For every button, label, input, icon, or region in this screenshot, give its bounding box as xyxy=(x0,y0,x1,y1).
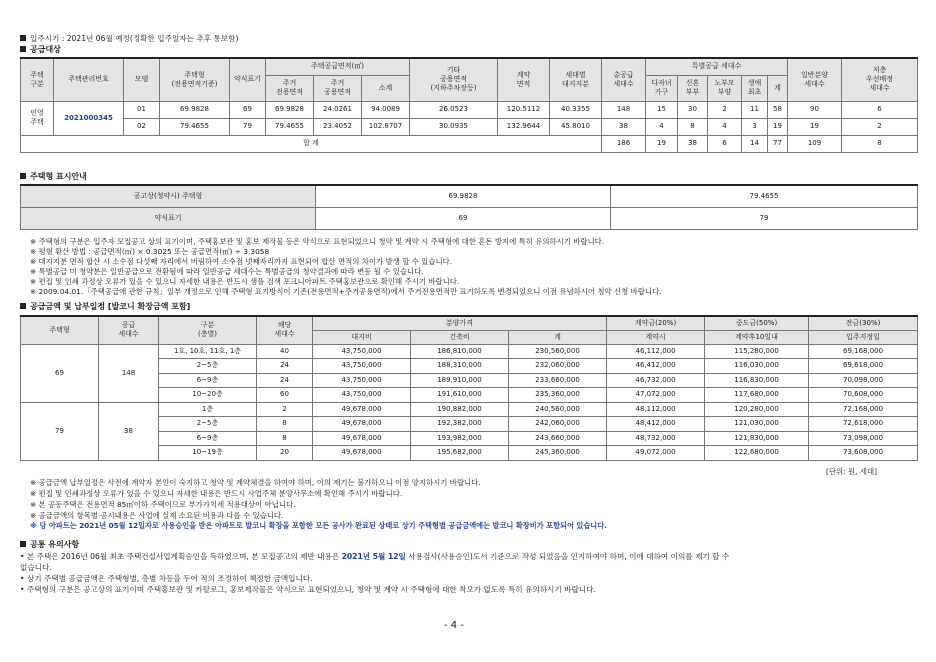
cell: 6~9층 xyxy=(159,373,257,388)
cell: 49,678,000 xyxy=(313,431,411,446)
cell: 6~9층 xyxy=(159,431,257,446)
cell: 69 xyxy=(230,101,266,118)
cell: 47,072,000 xyxy=(607,388,705,403)
th-deposit: 계약금(20%) xyxy=(607,316,705,330)
cell: 11 xyxy=(742,101,768,118)
cell: 30 xyxy=(678,101,708,118)
cell: 190,882,000 xyxy=(411,402,509,417)
th-land: 대지비 xyxy=(313,330,411,344)
cell: 38 xyxy=(602,118,646,135)
cell: 48,732,000 xyxy=(607,431,705,446)
th-floor: 구분 (층별) xyxy=(159,316,257,344)
cell: 69.9828 xyxy=(160,101,230,118)
th-general-units: 일반분양 세대수 xyxy=(788,58,842,101)
cell: 132.9644 xyxy=(498,118,550,135)
cell: 90 xyxy=(788,101,842,118)
note-line: ※ 주택형의 구분은 입주자 모집공고 상의 표기이며, 주택홍보관 및 홍보 제작물 등은 약식으로 표현되었으니 청약 및 계약 시 주택형에 대한 혼돈 방지에 특히 유의하시기 바랍니다. xyxy=(30,237,605,246)
cell: 20 xyxy=(257,446,313,461)
cell: 43,750,000 xyxy=(313,388,411,403)
cell: 1호, 10호, 11호, 1층 xyxy=(159,344,257,359)
cell: 40 xyxy=(257,344,313,359)
cell: 43,750,000 xyxy=(313,359,411,374)
bullet-square-icon xyxy=(20,173,26,179)
cell: 70,608,000 xyxy=(809,388,918,403)
cell: 6 xyxy=(842,101,918,118)
th-low-floor: 저층 우선배정 세대수 xyxy=(842,58,918,101)
note-line: ※ 2009.04.01.「주택공급에 관한 규칙」일부 개정으로 인해 주택형 표기방식이 기존(전용면적+주거공용면적)에서 주거전용면적만 표기하도록 변경되었으니 이점 유념하시어 청약 신청 바랍니다. xyxy=(30,287,662,296)
cell: 191,610,000 xyxy=(411,388,509,403)
note-line: ※ 공급금액 납부일정은 사전에 계약자 본인이 숙지하고 청약 및 계약체결을 하여야 하며, 이의 제기는 불가하오니 이점 양지하시기 바랍니다. xyxy=(30,478,481,487)
cell: 6 xyxy=(708,135,742,152)
th-balance: 잔금(30%) xyxy=(809,316,918,330)
cell: 23.4052 xyxy=(314,118,362,135)
cell: 58 xyxy=(768,101,788,118)
cell: 43,750,000 xyxy=(313,373,411,388)
display-row1-v1: 69.9828 xyxy=(316,185,611,207)
th-newlywed: 신혼 부부 xyxy=(678,75,708,101)
display-table xyxy=(20,184,918,230)
cell: 240,560,000 xyxy=(509,402,607,417)
note-line: ※ 편집 및 인쇄 과정상 오류가 있을 수 있으니 자세한 내용은 반드시 샘플 검색 포크니아파트 주택홍보관으로 확인해 주시기 바랍니다. xyxy=(30,277,460,286)
bullet-square-icon xyxy=(20,303,26,309)
cell: 4 xyxy=(646,118,678,135)
cell: 233,660,000 xyxy=(509,373,607,388)
display-row2-v2: 79 xyxy=(611,207,918,229)
cell: 43,750,000 xyxy=(313,344,411,359)
cell: 69,618,000 xyxy=(809,359,918,374)
display-section-title: 주택형 표시안내 xyxy=(20,172,87,182)
cell: 77 xyxy=(768,135,788,152)
cell: 69.9828 xyxy=(266,101,314,118)
note-line: ※ 평형 환산 방법 : 공급면적(㎡) × 0.3025 또는 공급면적(㎡) ÷ 3.3058 xyxy=(30,247,270,256)
cell: 72,168,000 xyxy=(809,402,918,417)
cell: 73,608,000 xyxy=(809,446,918,461)
cell: 46,412,000 xyxy=(607,359,705,374)
th-house-type: 주택형 (전용면적기준) xyxy=(160,58,230,101)
cell: 188,310,000 xyxy=(411,359,509,374)
cell: 48,412,000 xyxy=(607,417,705,432)
cell: 14 xyxy=(742,135,768,152)
cell: 1층 xyxy=(159,402,257,417)
caution-line-1-cont: 없습니다. xyxy=(20,563,52,572)
cell: 115,280,000 xyxy=(705,344,809,359)
caution-line-2: • 상기 주택별 공급금액은 주택형별, 층별 차등을 두어 적의 조정하여 책정한 금액입니다. xyxy=(20,574,313,583)
supply-target-title: 공급대상 xyxy=(20,45,61,55)
display-row1-v2: 79.4655 xyxy=(611,185,918,207)
cell: 189,910,000 xyxy=(411,373,509,388)
cell: 186 xyxy=(602,135,646,152)
units-cell: 38 xyxy=(99,402,159,460)
cell: 232,060,000 xyxy=(509,359,607,374)
th-common-area: 주거 공용면적 xyxy=(314,75,362,101)
cell: 2 xyxy=(708,101,742,118)
cell: 10~19층 xyxy=(159,446,257,461)
cell: 109 xyxy=(788,135,842,152)
table-row xyxy=(21,101,918,118)
th-house-kind: 주택 구분 xyxy=(21,58,54,101)
cell: 19 xyxy=(646,135,678,152)
th-special-supply: 특별공급 세대수 xyxy=(646,58,788,75)
price-table xyxy=(20,315,918,461)
table-row xyxy=(21,118,918,135)
total-label: 합 계 xyxy=(21,135,602,152)
th-subtotal: 소계 xyxy=(362,75,410,101)
th-total-units: 총공급 세대수 xyxy=(602,58,646,101)
note-line: ※ 대지지분 면적 합산 시 소수점 다섯째 자리에서 버림하여 소수점 넷째자리까지 표현되어 합산 면적의 차이가 발생 할 수 있습니다. xyxy=(30,257,453,266)
cell: 24.0261 xyxy=(314,101,362,118)
cell: 8 xyxy=(257,431,313,446)
cell: 116,830,000 xyxy=(705,373,809,388)
th-first-time: 생애 최초 xyxy=(742,75,768,101)
cell: 192,382,000 xyxy=(411,417,509,432)
cell: 19 xyxy=(768,118,788,135)
cell: 2~5층 xyxy=(159,359,257,374)
table-row xyxy=(21,344,918,359)
cell: 235,360,000 xyxy=(509,388,607,403)
display-row2-v1: 69 xyxy=(316,207,611,229)
th-supply-area: 주택공급면적(㎡) xyxy=(266,58,410,75)
cell: 48,112,000 xyxy=(607,402,705,417)
th-elder: 노부모 부양 xyxy=(708,75,742,101)
cell: 79.4655 xyxy=(266,118,314,135)
th-type: 주택형 xyxy=(21,316,99,344)
cell: 193,982,000 xyxy=(411,431,509,446)
note-line: ※ 공급금액의 항목별 공시내용은 사업에 실제 소요된 비용과 다를 수 있습니다. xyxy=(30,511,284,520)
cell: 19 xyxy=(788,118,842,135)
cell: 195,682,000 xyxy=(411,446,509,461)
cell: 8 xyxy=(257,417,313,432)
cell: 45.8010 xyxy=(550,118,602,135)
units-cell: 148 xyxy=(99,344,159,402)
cell: 79 xyxy=(230,118,266,135)
cell: 40.3355 xyxy=(550,101,602,118)
cell: 8 xyxy=(842,135,918,152)
th-short: 약식표기 xyxy=(230,58,266,101)
th-model: 모델 xyxy=(124,58,160,101)
th-other-common: 기타 공용면적 (지하주차장등) xyxy=(410,58,498,101)
mgmt-no-cell: 2021000345 xyxy=(54,101,124,135)
cell: 49,678,000 xyxy=(313,417,411,432)
th-special-sum: 계 xyxy=(768,75,788,101)
cell: 116,030,000 xyxy=(705,359,809,374)
cell: 2~5층 xyxy=(159,417,257,432)
display-row2-label: 약식표기 xyxy=(21,207,316,229)
bullet-square-icon xyxy=(20,35,26,41)
cell: 38 xyxy=(678,135,708,152)
cell: 01 xyxy=(124,101,160,118)
cell: 46,112,000 xyxy=(607,344,705,359)
caution-title: 공통 유의사항 xyxy=(20,540,79,550)
cell: 8 xyxy=(678,118,708,135)
cell: 117,680,000 xyxy=(705,388,809,403)
cell: 02 xyxy=(124,118,160,135)
cell: 121,030,000 xyxy=(705,417,809,432)
cell: 60 xyxy=(257,388,313,403)
cell: 4 xyxy=(708,118,742,135)
th-middle: 중도금(50%) xyxy=(705,316,809,330)
supply-table xyxy=(20,57,918,153)
cell: 49,072,000 xyxy=(607,446,705,461)
cell: 245,360,000 xyxy=(509,446,607,461)
cell: 30.0935 xyxy=(410,118,498,135)
note-line: ※ 편집 및 인쇄과정상 오류가 있을 수 있으니 자세한 내용은 반드시 사업주체 분양사무소에 확인해 주시기 바랍니다. xyxy=(30,489,403,498)
cell: 72,618,000 xyxy=(809,417,918,432)
cell: 3 xyxy=(742,118,768,135)
cell: 10~20층 xyxy=(159,388,257,403)
caution-line-3: • 주택형의 구분은 공고상의 표기이며 주택홍보관 및 카탈로그, 홍보제작물은 약식으로 표현되었으니, 청약 및 계약 시 주택형에 대한 착오가 없도록 특히 유의하시기 바랍니다. xyxy=(20,585,596,594)
cell: 120.5112 xyxy=(498,101,550,118)
th-multi-child: 다자녀 가구 xyxy=(646,75,678,101)
th-balance-when: 입주지정일 xyxy=(809,330,918,344)
th-build: 건축비 xyxy=(411,330,509,344)
th-land-share: 세대별 대지지분 xyxy=(550,58,602,101)
th-middle-when: 계약후10일내 xyxy=(705,330,809,344)
total-row xyxy=(21,135,918,152)
note-line-highlight: ※ 당 아파트는 2021년 05월 12일자로 사용승인을 받은 아파트로 발코니 확장을 포함한 모든 공사가 완료된 상태로 상기 주택형별 공급금액에는 발코니 확장비가 포함되어 있습니다. xyxy=(30,521,607,530)
page-number: - 4 - xyxy=(444,620,464,631)
cell: 46,732,000 xyxy=(607,373,705,388)
cell: 243,660,000 xyxy=(509,431,607,446)
note-line: ※ 특별공급 미 청약분은 일반공급으로 전환됨에 따라 일반공급 세대수는 특별공급의 청약결과에 따라 변동 될 수 있습니다. xyxy=(30,267,424,276)
cell: 102.8707 xyxy=(362,118,410,135)
cell: 2 xyxy=(257,402,313,417)
th-deposit-when: 계약시 xyxy=(607,330,705,344)
cell: 79.4655 xyxy=(160,118,230,135)
cell: 73,098,000 xyxy=(809,431,918,446)
th-units: 공급 세대수 xyxy=(99,316,159,344)
cell: 49,678,000 xyxy=(313,446,411,461)
type-cell: 79 xyxy=(21,402,99,460)
cell: 230,560,000 xyxy=(509,344,607,359)
cell: 120,280,000 xyxy=(705,402,809,417)
cell: 121,830,000 xyxy=(705,431,809,446)
th-price: 분양가격 xyxy=(313,316,607,330)
cell: 186,810,000 xyxy=(411,344,509,359)
th-sum: 계 xyxy=(509,330,607,344)
cell: 15 xyxy=(646,101,678,118)
cell: 122,680,000 xyxy=(705,446,809,461)
cell: 148 xyxy=(602,101,646,118)
cell: 70,098,000 xyxy=(809,373,918,388)
bullet-square-icon xyxy=(20,46,26,52)
move-in-line: 입주시기 : 2021년 06월 예정(정확한 입주일자는 추후 통보함) xyxy=(20,34,238,44)
cell: 49,678,000 xyxy=(313,402,411,417)
cell: 26.0523 xyxy=(410,101,498,118)
note-line: ※ 본 공동주택은 전용면적 85㎡이하 주택이므로 부가가치세 적용대상이 아닙니다. xyxy=(30,500,296,509)
type-cell: 69 xyxy=(21,344,99,402)
house-kind-cell: 민영 주택 xyxy=(21,101,54,135)
cell: 69,168,000 xyxy=(809,344,918,359)
table-row xyxy=(21,402,918,417)
cell: 24 xyxy=(257,359,313,374)
display-row1-label: 공고상(청약시) 주택형 xyxy=(21,185,316,207)
cell: 242,060,000 xyxy=(509,417,607,432)
th-count: 해당 세대수 xyxy=(257,316,313,344)
caution-line-1: • 본 주택은 2016년 06월 최초 주택건설사업계획승인을 득하였으며, 본 모집공고의 제반 내용은 2021년 5월 12일 사용검사(사용승인)도서 기준으로 작성 되었음을 인지하여야 하며, 이에 대하여 이의를 제기 할 수 xyxy=(20,552,730,561)
bullet-square-icon xyxy=(20,541,26,547)
th-contract-area: 계약 면적 xyxy=(498,58,550,101)
cell: 94.0089 xyxy=(362,101,410,118)
price-section-title: 공급금액 및 납부일정 [발코니 확장금액 포함] xyxy=(20,302,190,312)
th-excl-area: 주거 전용면적 xyxy=(266,75,314,101)
cell: 2 xyxy=(842,118,918,135)
unit-note: [단위: 원, 세대] xyxy=(826,467,878,476)
cell: 24 xyxy=(257,373,313,388)
th-mgmt-no: 주택관리번호 xyxy=(54,58,124,101)
